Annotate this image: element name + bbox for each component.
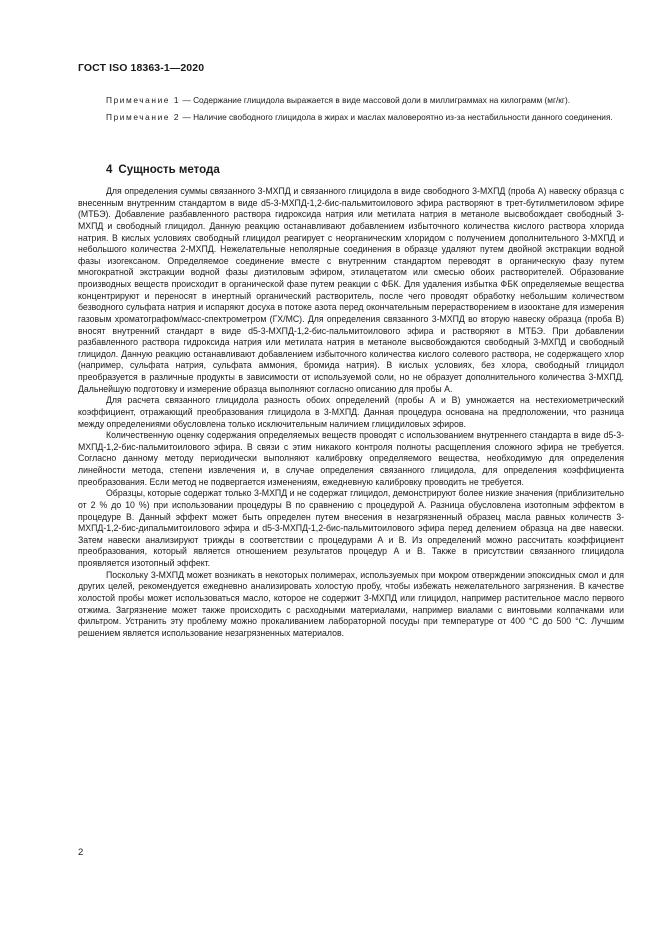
notes-block — [78, 95, 624, 128]
note-text: — Наличие свободного глицидола в жирах и маслах маловероятно из-за нестабильности данного соединения. — [180, 111, 613, 122]
document-header: ГОСТ ISO 18363-1—2020 — [78, 62, 205, 74]
section-heading — [106, 164, 220, 176]
note-2 — [78, 112, 624, 124]
note-label: Примечание 1 — [106, 95, 181, 105]
note-text: — Содержание глицидола выражается в виде массовой доли в миллиграммах на килограмм (мг/кг). — [180, 95, 571, 105]
note-label: Примечание 2 — [106, 111, 181, 122]
section-number: 4 — [106, 164, 113, 176]
note-1 — [78, 95, 624, 107]
paragraph: Поскольку 3-МХПД может возникать в некоторых полимерах, используемых при мокром отверждении эпоксидных смол и для других целей, рекомендуется ежедневно анализировать холостую пробу, чтобы избежать нежелательного загрязнения. В качестве холостой пробы может использоваться масло, которое не содержит 3-МХПД или глицидол, например растительное масло первого отжима. Загрязнение может также происходить с расходными материалами, например виалами с винтовыми колпачками или фильтром. Устранить эту проблему можно прокаливанием лабораторной посуды при температуре от 400 °C до 500 °C. Лучшим решением является использование незагрязненных материалов. — [78, 569, 624, 638]
paragraph: Для расчета связанного глицидола разность обоих определений (пробы А и В) умножается на нестехиометрический коэффициент, отражающий преобразования глицидола в 3-МХПД. Данная процедура основана на предположении, что разница между определениями обусловлена только исключительным наличием глицидиловых эфиров. — [78, 395, 624, 429]
section-body — [78, 186, 624, 639]
paragraph: Образцы, которые содержат только 3-МХПД и не содержат глицидол, демонстрируют более низкие значения (приблизительно от 2 % до 10 %) при использовании процедуры В по сравнению с процедурой А. Разница обусловлена изотопным эффектом в процедуре В. Данный эффект может быть определен путем внесения в незагрязненный образец масла равных количеств 3-МХПД-1,2-бис-дипальмитоилового эфира и d5-3-МХПД-1,2-бис-пальмитоилового эфира перед делением образца на две навески. Затем навески анализируют трижды в соответствии с процедурами А и В. Из определений можно рассчитать коэффициент преобразования, который является отношением результатов процедур А и В. Также в присутствии связанного глицидола проявляется изотопный эффект. — [78, 488, 624, 568]
paragraph: Количественную оценку содержания определяемых веществ проводят с использованием внутреннего стандарта в виде d5-3-МХПД-1,2-бис-пальмитоилового эфира. В связи с этим никакого контроля полноты расщепления сложного эфира не требуется. Согласно данному методу периодически выполняют калибровку определяемого вещества, необходимую для определения линейности метода, степени извлечения и, в случае определения связанного глицидола, для определения коэффициента преобразования. Если метод не подвергается изменениям, ежедневную калибровку проводить не требуется. — [78, 430, 624, 487]
page-number: 2 — [78, 847, 84, 858]
paragraph: Для определения суммы связанного 3-МХПД и связанного глицидола в виде свободного 3-МХПД (проба А) навеску образца с внесенным внутренним стандартом в виде d5-3-МХПД-1,2-бис-пальмитоилового эфира растворяют в трет-бутилметиловом эфире (МТБЭ). Добавление разбавленного раствора гидроксида натрия или метилата натрия в метаноле высвобождает свободный 3-МХПД и свободный глицидол. Данную реакцию останавливают добавлением избыточного количества кислого раствора хлорида натрия. В кислых условиях свободный глицидол реагирует с неорганическим хлоридом с получением дополнительного 3-МХПД и небольшого количества 2-МХПД. Нежелательные неполярные соединения в образце удаляют путем двойной экстракции водной фазы изогексаном. Определяемое соединение вместе с внутренним стандартом переводят в органическую фазу путем многократной экстракции водной фазы диэтиловым эфиром, этилацетатом или смесью обоих растворителей. Образование производных веществ происходит в органической фазе путем реакции с ФБК. Для удаления избытка ФБК определяемые вещества концентрируют и переносят в инертный органический растворитель, после чего проводят обработку небольшим количеством безводного сульфата натрия и испаряют досуха в потоке азота перед окончательным перерастворением в изооктане для измерения газовым хроматографом/масс-спектрометром (ГХ/МС). Для определения связанного 3-МХПД во вторую навеску образца (проба В) вносят внутренний стандарт в виде d5-3-МХПД-1,2-бис-пальмитоилового эфира и растворяют в МТБЭ. При добавлении разбавленного раствора гидроксида натрия или метилата натрия в метаноле высвобождаются свободный 3-МХПД и свободный глицидол. Данную реакцию останавливают добавлением избыточного количества кислого солевого раствора, не содержащего хлор (например, сульфата натрия, сульфата аммония, бромида натрия). В кислых условиях, без хлора, свободный глицидол преобразуется в различные продукты в зависимости от используемой соли, но не образует дополнительного количества 3-МХПД. Дальнейшую подготовку и измерение образца выполняют согласно описанию для пробы А. — [78, 186, 624, 394]
section-title: Сущность метода — [118, 164, 220, 176]
